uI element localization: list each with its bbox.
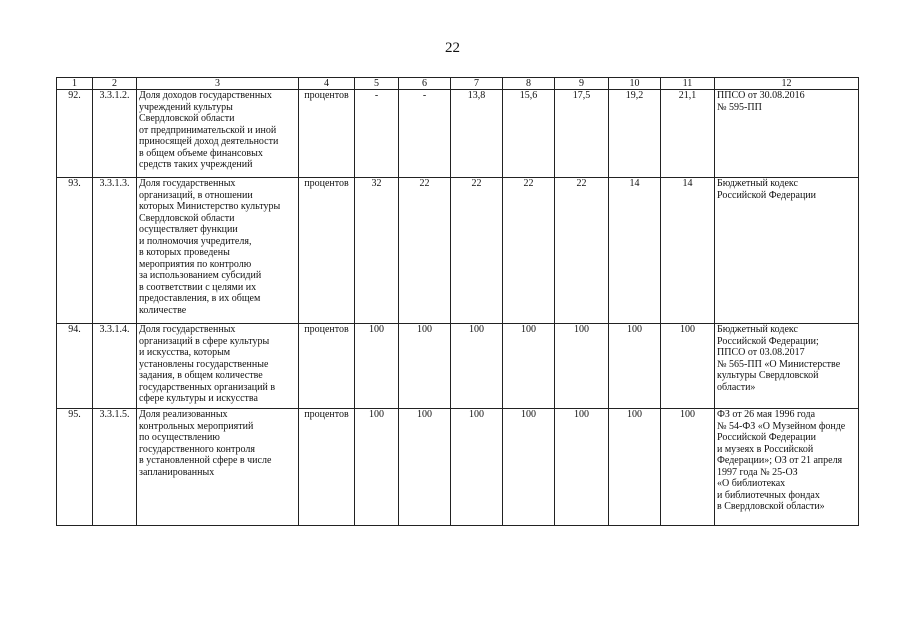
column-header: 8 bbox=[503, 78, 555, 90]
indicator-name-cell-line: в соответствии с целями их bbox=[139, 281, 257, 293]
indicator-name-cell-line: запланированных bbox=[139, 466, 215, 478]
value-cell: - bbox=[399, 90, 451, 178]
indicator-name-cell-line: сфере культуры и искусства bbox=[139, 393, 258, 404]
indicator-name-cell-line: которых Министерство культуры bbox=[139, 201, 281, 212]
source-document-cell-line: Российской Федерации; bbox=[717, 335, 819, 347]
indicator-name-cell-line: за использованием субсидий bbox=[139, 270, 262, 281]
value-cell: 32 bbox=[355, 178, 399, 324]
source-document-cell-line: и музеях в Российской bbox=[717, 443, 814, 455]
indicator-name-cell-line: Доля доходов государственных bbox=[139, 90, 272, 101]
indicator-name-cell bbox=[137, 90, 299, 178]
indicator-name-cell-line: Доля государственных bbox=[139, 178, 236, 189]
indicator-name-cell-line: приносящей доход деятельности bbox=[139, 136, 279, 147]
indicator-name-cell-line: осуществляет функции bbox=[139, 224, 238, 235]
unit-cell: процентов bbox=[299, 324, 355, 409]
column-header: 5 bbox=[355, 78, 399, 90]
value-cell: 100 bbox=[451, 324, 503, 409]
value-cell: 100 bbox=[355, 409, 399, 526]
value-cell: 22 bbox=[451, 178, 503, 324]
source-document-cell-line: ППСО от 30.08.2016 bbox=[717, 90, 805, 101]
indicator-name-cell-line: предоставления, в их общем bbox=[139, 293, 261, 304]
value-cell: 13,8 bbox=[451, 90, 503, 178]
column-number-row bbox=[57, 78, 859, 90]
source-document-cell-line: Российской Федерации bbox=[717, 189, 817, 201]
value-cell: 21,1 bbox=[661, 90, 715, 178]
value-cell: 100 bbox=[503, 324, 555, 409]
column-header: 2 bbox=[93, 78, 137, 90]
indicator-name-cell-line: в установленной сфере в числе bbox=[139, 455, 272, 466]
table-row bbox=[57, 324, 859, 409]
table-row bbox=[57, 178, 859, 324]
indicators-table bbox=[56, 77, 859, 526]
source-document-cell-line: № 565-ПП «О Министерстве bbox=[717, 358, 841, 370]
value-cell: 17,5 bbox=[555, 90, 609, 178]
indicator-name-cell-line: в общем объеме финансовых bbox=[139, 147, 263, 159]
indicator-name-cell-line: организаций, в отношении bbox=[139, 189, 253, 201]
indicator-name-cell-line: количестве bbox=[139, 304, 187, 316]
indicator-name-cell-line: государственных организаций в bbox=[139, 381, 276, 393]
indicator-name-cell-line: государственного контроля bbox=[139, 443, 255, 455]
value-cell: 100 bbox=[609, 324, 661, 409]
source-document-cell-line: ППСО от 03.08.2017 bbox=[717, 347, 805, 358]
table-row bbox=[57, 409, 859, 526]
indicator-name-cell-line: организаций в сфере культуры bbox=[139, 335, 270, 347]
column-header: 1 bbox=[57, 78, 93, 90]
source-document-cell-line: Федерации»; ОЗ от 21 апреля bbox=[717, 455, 843, 466]
page-number: 22 bbox=[445, 40, 460, 56]
indicator-name-cell-line: мероприятия по контролю bbox=[139, 258, 252, 270]
unit-cell: процентов bbox=[299, 409, 355, 526]
indicator-name-cell-line: контрольных мероприятий bbox=[139, 420, 254, 432]
indicator-name-cell bbox=[137, 409, 299, 526]
indicator-name-cell-line: и искусства, которым bbox=[139, 347, 231, 358]
source-document-cell-line: № 54-ФЗ «О Музейном фонде bbox=[717, 420, 846, 432]
indicator-code-cell: 3.3.1.5. bbox=[93, 409, 137, 526]
indicator-name-cell-line: в которых проведены bbox=[139, 247, 230, 258]
column-header: 3 bbox=[137, 78, 299, 90]
source-document-cell-line: в Свердловской области» bbox=[717, 501, 825, 512]
source-document-cell-line: культуры Свердловской bbox=[717, 370, 819, 381]
source-document-cell-line: ФЗ от 26 мая 1996 года bbox=[717, 409, 816, 420]
column-header: 4 bbox=[299, 78, 355, 90]
value-cell: 100 bbox=[399, 409, 451, 526]
source-document-cell-line: области» bbox=[717, 381, 756, 393]
unit-cell: процентов bbox=[299, 90, 355, 178]
source-document-cell-line: Бюджетный кодекс bbox=[717, 178, 798, 189]
column-header: 9 bbox=[555, 78, 609, 90]
value-cell: 14 bbox=[661, 178, 715, 324]
indicator-name-cell-line: средств таких учреждений bbox=[139, 159, 253, 170]
indicator-name-cell bbox=[137, 324, 299, 409]
indicator-name-cell-line: по осуществлению bbox=[139, 432, 220, 443]
source-document-cell-line: 1997 года № 25-ОЗ bbox=[717, 466, 798, 478]
indicator-name-cell-line: установлены государственные bbox=[139, 358, 269, 370]
indicator-code-cell: 3.3.1.4. bbox=[93, 324, 137, 409]
source-document-cell bbox=[715, 409, 859, 526]
indicator-name-cell-line: и полномочия учредителя, bbox=[139, 235, 252, 247]
source-document-cell-line: «О библиотеках bbox=[717, 478, 786, 489]
row-number-cell: 93. bbox=[57, 178, 93, 324]
indicator-name-cell bbox=[137, 178, 299, 324]
value-cell: 100 bbox=[503, 409, 555, 526]
indicator-code-cell: 3.3.1.2. bbox=[93, 90, 137, 178]
value-cell: 100 bbox=[661, 409, 715, 526]
source-document-cell bbox=[715, 324, 859, 409]
row-number-cell: 92. bbox=[57, 90, 93, 178]
indicator-name-cell-line: Доля государственных bbox=[139, 324, 236, 335]
value-cell: 14 bbox=[609, 178, 661, 324]
value-cell: 15,6 bbox=[503, 90, 555, 178]
column-header: 10 bbox=[609, 78, 661, 90]
indicator-name-cell-line: Свердловской области bbox=[139, 113, 235, 124]
column-header: 11 bbox=[661, 78, 715, 90]
value-cell: 100 bbox=[451, 409, 503, 526]
value-cell: - bbox=[355, 90, 399, 178]
value-cell: 22 bbox=[399, 178, 451, 324]
row-number-cell: 94. bbox=[57, 324, 93, 409]
source-document-cell-line: Бюджетный кодекс bbox=[717, 324, 798, 335]
value-cell: 100 bbox=[399, 324, 451, 409]
value-cell: 100 bbox=[555, 324, 609, 409]
source-document-cell-line: Российской Федерации bbox=[717, 432, 817, 443]
source-document-cell bbox=[715, 178, 859, 324]
source-document-cell bbox=[715, 90, 859, 178]
source-document-cell-line: № 595-ПП bbox=[717, 101, 762, 113]
row-number-cell: 95. bbox=[57, 409, 93, 526]
table-row bbox=[57, 90, 859, 178]
indicator-name-cell-line: учреждений культуры bbox=[139, 101, 233, 113]
column-header: 7 bbox=[451, 78, 503, 90]
value-cell: 22 bbox=[503, 178, 555, 324]
value-cell: 22 bbox=[555, 178, 609, 324]
value-cell: 100 bbox=[355, 324, 399, 409]
value-cell: 100 bbox=[661, 324, 715, 409]
value-cell: 100 bbox=[609, 409, 661, 526]
indicator-code-cell: 3.3.1.3. bbox=[93, 178, 137, 324]
indicator-name-cell-line: от предпринимательской и иной bbox=[139, 124, 277, 136]
value-cell: 19,2 bbox=[609, 90, 661, 178]
unit-cell: процентов bbox=[299, 178, 355, 324]
source-document-cell-line: и библиотечных фондах bbox=[717, 489, 820, 501]
column-header: 12 bbox=[715, 78, 859, 90]
indicator-name-cell-line: Доля реализованных bbox=[139, 409, 228, 420]
indicator-name-cell-line: задания, в общем количестве bbox=[139, 370, 263, 381]
indicator-name-cell-line: Свердловской области bbox=[139, 212, 235, 224]
column-header: 6 bbox=[399, 78, 451, 90]
value-cell: 100 bbox=[555, 409, 609, 526]
